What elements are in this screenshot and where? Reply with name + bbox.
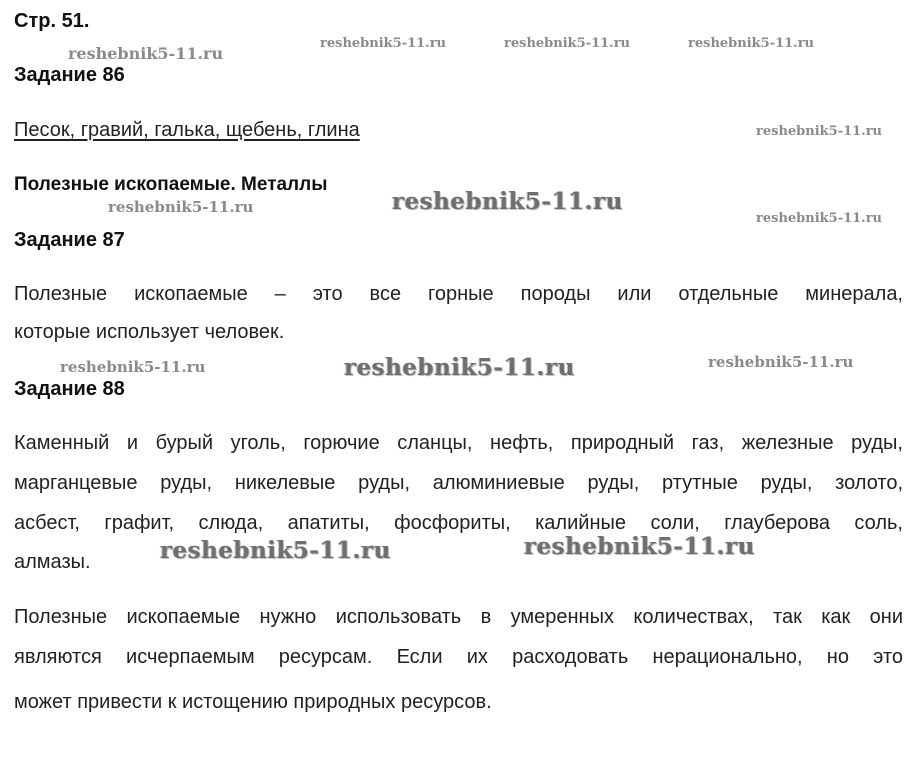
watermark-large: reshebnik5-11.ru: [524, 533, 755, 560]
task-88-paragraph2-line: Полезные ископаемые нужно использовать в умеренных количествах, так как они: [14, 606, 903, 628]
task-87-title: Задание 87: [14, 229, 125, 251]
watermark: reshebnik5-11.ru: [688, 36, 815, 51]
task-88-paragraph2-line: может привести к истощению природных ресурсов.: [14, 691, 492, 713]
task-86-title: Задание 86: [14, 64, 125, 86]
watermark-large: reshebnik5-11.ru: [160, 537, 391, 564]
task-87-line: Полезные ископаемые – это все горные породы или отдельные минерала,: [14, 283, 903, 305]
topic-heading: Полезные ископаемые. Металлы: [14, 174, 328, 195]
page-number: Стр. 51.: [14, 10, 90, 32]
watermark-large: reshebnik5-11.ru: [392, 188, 623, 215]
watermark: reshebnik5-11.ru: [756, 211, 883, 226]
watermark-large: reshebnik5-11.ru: [344, 354, 575, 381]
watermark: reshebnik5-11.ru: [708, 353, 854, 371]
task-88-paragraph1-line: Каменный и бурый уголь, горючие сланцы, нефть, природный газ, железные руды,: [14, 432, 903, 454]
watermark: reshebnik5-11.ru: [60, 358, 206, 376]
watermark: reshebnik5-11.ru: [68, 44, 224, 63]
watermark: reshebnik5-11.ru: [320, 36, 447, 51]
task-88-paragraph2-line: являются исчерпаемым ресурсам. Если их расходовать нерационально, но это: [14, 646, 903, 668]
task-86-answer: Песок, гравий, галька, щебень, глина: [14, 119, 360, 141]
watermark: reshebnik5-11.ru: [504, 36, 631, 51]
task-87-line: которые использует человек.: [14, 321, 285, 343]
task-88-paragraph1-line: асбест, графит, слюда, апатиты, фосфориты, калийные соли, глауберова соль,: [14, 512, 903, 534]
task-88-paragraph1-line: марганцевые руды, никелевые руды, алюминиевые руды, ртутные руды, золото,: [14, 472, 903, 494]
watermark: reshebnik5-11.ru: [108, 198, 254, 216]
task-88-paragraph1-line: алмазы.: [14, 551, 91, 573]
watermark: reshebnik5-11.ru: [756, 124, 883, 139]
task-88-title: Задание 88: [14, 378, 125, 400]
